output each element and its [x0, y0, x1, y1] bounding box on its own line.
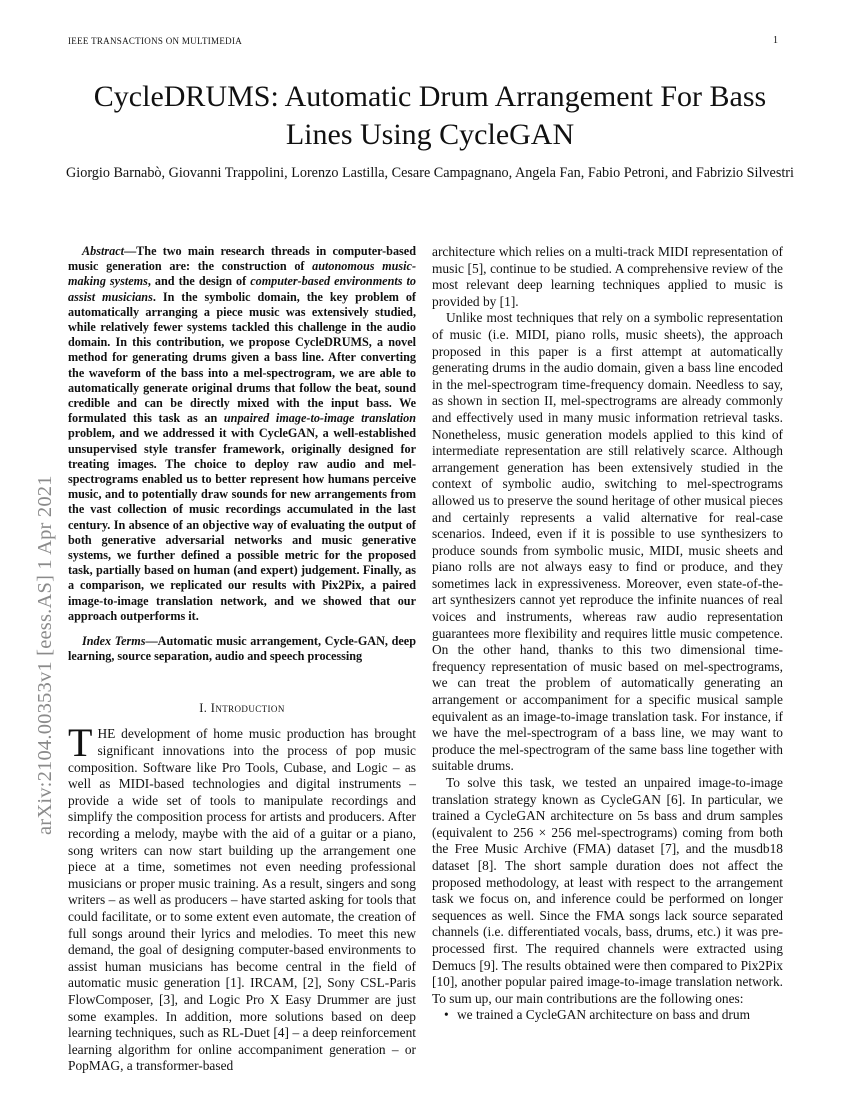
contributions-list: [432, 1007, 783, 1024]
abstract-label: Abstract: [82, 244, 124, 258]
section-number: I.: [199, 701, 208, 716]
intro-paragraph-3: To solve this task, we tested an unpaired image-to-image translation strategy known as CycleGAN [6]. In particular, we trained a CycleGAN architecture on 5s bass and drum samples (equivalent to 256 × 256 mel-spectrograms) coming from both the Free Music Archive (FMA) dataset [7], and the musdb18 dataset [8]. The short sample duration does not affect the proposed methodology, at least with respect to the arrangement task we focus on, and inference could be performed on longer sequences as well. Since the FMA songs lack source separated channels (i.e. differentiated vocals, bass, drums, etc.) it was pre-processed first. The required channels were extracted using Demucs [9]. The results obtained were then compared to Pix2Pix [10], another popular paired image-to-image translation network. To sum up, our main contributions are the following ones:: [432, 775, 783, 1006]
page-number: 1: [773, 35, 778, 46]
bullet-icon: •: [444, 1007, 449, 1023]
drop-cap: T: [68, 720, 93, 766]
index-terms-label: Index Terms: [82, 634, 146, 649]
abstract-text: , and the design of: [147, 274, 251, 289]
abstract-emphasis: unpaired image-to-image translation: [223, 411, 416, 426]
paper-title: CycleDRUMS: Automatic Drum Arrangement For Bass Lines Using CycleGAN: [93, 80, 767, 151]
intro-paragraph-2: Unlike most techniques that rely on a symbolic representation of music (i.e. MIDI, piano rolls, music sheets), the approach proposed in this paper is a first attempt at automatically generating drums in the audio domain, given a bass line encoded in the mel-spectrogram time-frequency domain. Needless to say, as shown in section II, mel-spectrograms are already commonly and effectively used in many music information retrieval tasks. Nonetheless, music generation models applied to this kind of intermediate representation are still relatively scarce. Although arrangement generation has been extensively studied in the context of symbolic audio, switching to mel-spectrograms allowed us to preserve the sound heritage of other musical pieces and certainly represents a valid alternative for real-case scenarios. Indeed, even if it is possible to use synthesizers to produce sounds from symbolic music, MIDI, music sheets and piano rolls are not always easy to find or produce, and they sometimes lack in expressiveness. Moreover, even state-of-the-art synthesizers cannot yet reproduce the infinite nuances of real voices and instruments, whereas raw audio representation guarantees more flexibility and requires little music competence. On the other hand, thanks to this two dimensional time-frequency representation of music based on mel-spectrograms, we can treat the problem of automatically generating an arrangement or accompaniment for a specific musical sample equivalent as an image-to-image translation task. For instance, if we have the mel-spectrogram of a bass line, we may want to produce the mel-spectrogram of the same bass line together with suitable drums.: [432, 310, 783, 774]
list-item-text: we trained a CycleGAN architecture on bass and drum: [457, 1007, 750, 1023]
intro-paragraph-1-continued: architecture which relies on a multi-track MIDI representation of music [5], continue to be studied. A comprehensive review of the most relevant deep learning techniques applied to music is provided by [1].: [432, 244, 783, 309]
abstract-emphasis: computer-based environments to assist musicians: [68, 274, 416, 304]
intro-paragraph-1: [68, 720, 416, 1074]
index-terms: [68, 634, 416, 664]
abstract: [68, 244, 416, 624]
running-head: IEEE TRANSACTIONS ON MULTIMEDIA: [68, 36, 243, 46]
paragraph-text: HE development of home music production has brought significant innovations into the process of pop music composition. Software like Pro Tools, Cubase, and Logic – as well as MIDI-based technologies and digital instruments – provide a wide set of tools to manipulate recordings and simplify the composition process for artists and producers. After recording a melody, maybe with the aid of a guitar or a piano, song writers can now start building up the arrangement one piece at a time, sometimes not even needing professional musicians or proper music training. As a result, singers and song writers – as well as producers – have started asking for tools that could facilitate, or to some extent even automate, the creation of full songs around their lyrics and melodies. To meet this new demand, the goal of designing computer-based environments to assist human musicians has become central in the field of automatic music generation [1]. IRCAM, [2], Sony CSL-Paris FlowComposer, [3], and Logic Pro X Easy Drummer are just some examples. In addition, more solutions based on deep learning techniques, such as RL-Duet [4] – a deep reinforcement learning algorithm for online accompaniment generation – or PopMAG, a transformer-based: [68, 726, 416, 1074]
abstract-text: . In the symbolic domain, the key problem of automatically arranging a piece music was extensively studied, while relatively fewer systems tackled this challenge in the audio domain. In this contribution, we propose CycleDRUMS, a novel method for generating drums given a bass line. After converting the waveform of the bass into a mel-spectrogram, we are able to automatically generate original drums that follow the beat, sound credible and can be directly mixed with the input bass. We formulated this task as an: [68, 289, 416, 426]
list-item: [444, 1007, 783, 1024]
section-title: Introduction: [210, 701, 285, 716]
left-column: [68, 244, 416, 1075]
section-heading-introduction: [68, 701, 416, 716]
abstract-emphasis: autonomous music-making systems: [68, 259, 416, 289]
index-terms-text: —Automatic music arrangement, Cycle-GAN, deep learning, source separation, audio and speech processing: [68, 634, 416, 664]
author-list: Giorgio Barnabò, Giovanni Trappolini, Lorenzo Lastilla, Cesare Campagnano, Angela Fan, Fabio Petroni, and Fabrizio Silvestri: [66, 165, 794, 181]
abstract-text: problem, and we addressed it with CycleGAN, a well-established unsupervised style transfer framework, originally designed for treating images. The choice to deploy raw audio and mel-spectrograms enabled us to better represent how humans perceive music, and to potentially draw sounds for new arrangements from the vast collection of music recordings accumulated in the last century. In absence of an objective way of evaluating the output of both generative adversarial networks and music generative systems, we further defined a possible metric for the proposed task, partially based on human (and expert) judgement. Finally, as a comparison, we replicated our results with Pix2Pix, a paired image-to-image translation network, and we showed that our approach outperforms it.: [68, 426, 416, 623]
right-column: [432, 244, 783, 1024]
abstract-text: —The two main research threads in computer-based music generation are: the construction of: [68, 244, 416, 274]
arxiv-stamp: arXiv:2104.00353v1 [eess.AS] 1 Apr 2021: [34, 475, 56, 835]
